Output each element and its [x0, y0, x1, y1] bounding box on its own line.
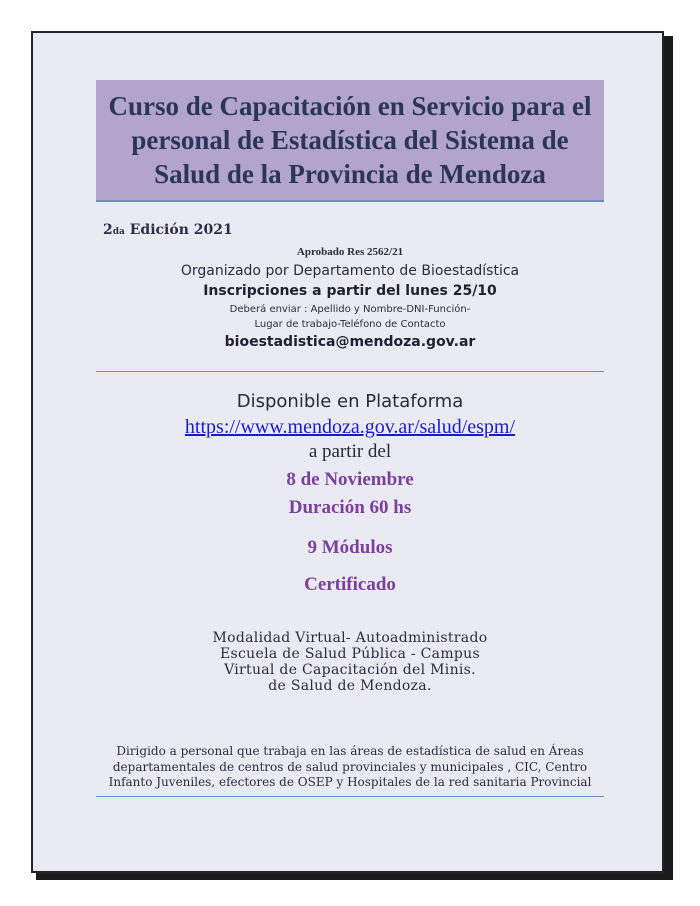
modality-line: de Salud de Mendoza. [268, 678, 432, 694]
registration-notice: Inscripciones a partir del lunes 25/10 [203, 283, 497, 299]
modality-line: Virtual de Capacitación del Minis. [224, 662, 476, 678]
modality-info [96, 630, 604, 694]
edition-label [103, 222, 233, 238]
send-requirements [96, 302, 604, 332]
edition-text: Edición 2021 [129, 222, 233, 238]
course-title [109, 89, 592, 191]
title-banner [96, 80, 604, 202]
send-line: Lugar de trabajo-Teléfono de Contacto [254, 319, 446, 330]
divider [96, 371, 604, 372]
target-audience [96, 744, 604, 791]
module-count: 9 Módulos [307, 537, 393, 558]
send-line: Deberá enviar : Apellido y Nombre-DNI-Función- [229, 304, 471, 315]
edition-suffix: da [112, 227, 125, 237]
start-date: 8 de Noviembre [286, 469, 414, 490]
approval-resolution: Aprobado Res 2562/21 [296, 246, 404, 258]
modality-line: Modalidad Virtual- Autoadministrado [212, 630, 488, 646]
platform-link-row [96, 416, 604, 439]
audience-line: Dirigido a personal que trabaja en las áreas de estadística de salud en Áreas [116, 744, 584, 758]
title-line: Curso de Capacitación en Servicio para el [108, 91, 592, 121]
divider [96, 796, 604, 797]
contact-email: bioestadistica@mendoza.gov.ar [224, 334, 476, 350]
title-line: Salud de la Provincia de Mendoza [154, 159, 546, 189]
title-line: personal de Estadística del Sistema de [131, 125, 569, 155]
platform-link[interactable]: https://www.mendoza.gov.ar/salud/espm/ [184, 416, 516, 438]
modality-line: Escuela de Salud Pública - Campus [220, 646, 480, 662]
platform-heading: Disponible en Plataforma [236, 391, 464, 412]
edition-number: 2 [103, 222, 113, 238]
certificate-label: Certificado [304, 574, 396, 595]
audience-line: Infanto Juveniles, efectores de OSEP y Hospitales de la red sanitaria Provincial [108, 775, 592, 789]
audience-line: departamentales de centros de salud provinciales y municipales , CIC, Centro [112, 759, 588, 774]
from-text: a partir del [308, 441, 392, 462]
organizer: Organizado por Departamento de Bioestadística [180, 263, 520, 279]
course-duration: Duración 60 hs [288, 497, 412, 518]
